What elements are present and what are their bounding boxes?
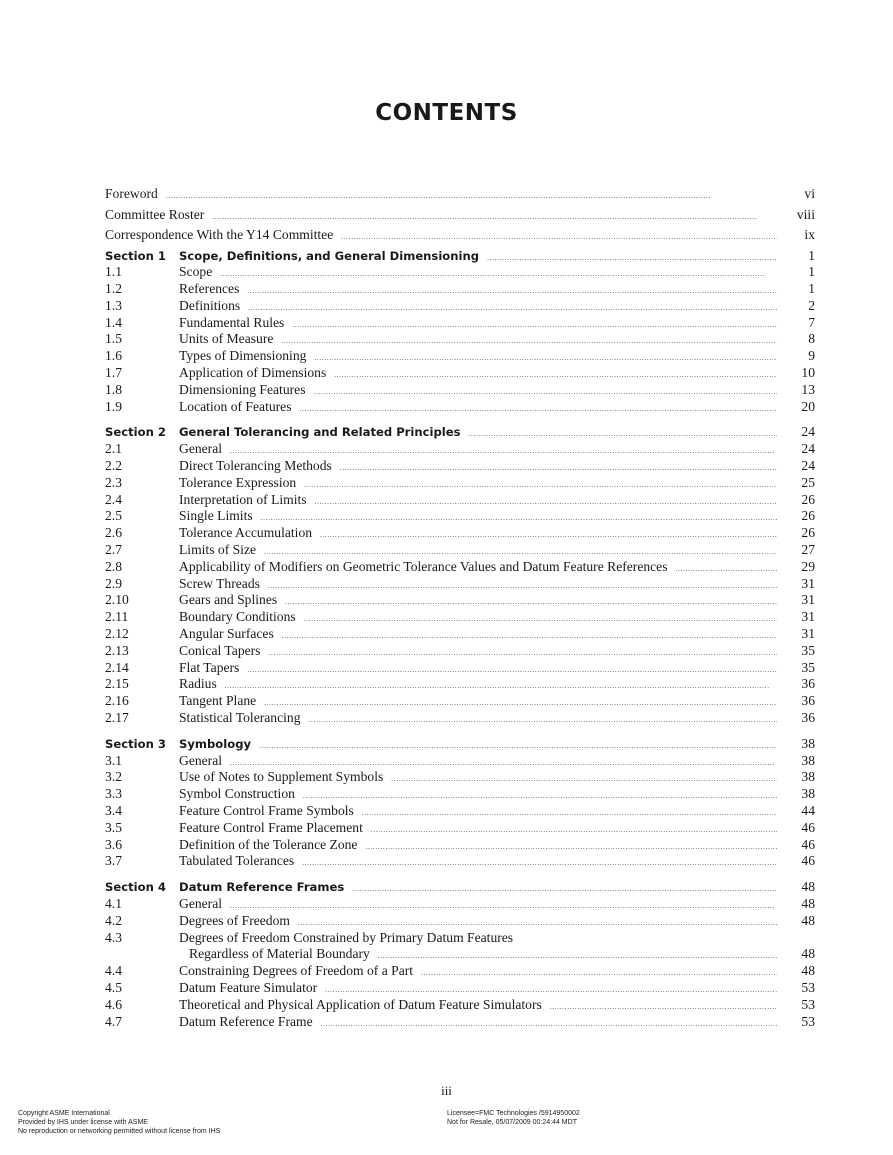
toc-entry-number: 3.3 — [105, 786, 122, 802]
toc-entry-title: Dimensioning Features . . . — [179, 382, 777, 401]
toc-entry — [105, 609, 815, 626]
toc-entry — [105, 441, 815, 458]
toc-page-number: 46 — [801, 819, 815, 835]
toc-entry-number: 2.7 — [105, 542, 122, 558]
toc-entry-number: 2.12 — [105, 626, 129, 642]
toc-page-number: 7 — [808, 314, 815, 330]
toc-entry-number: 3.6 — [105, 836, 122, 852]
toc-page-number: 20 — [801, 398, 815, 414]
toc-entry-title: Statistical Tolerancing . . . — [179, 710, 777, 729]
toc-section-number: Section 4 — [105, 880, 166, 895]
toc-entry-number: 2.9 — [105, 575, 122, 591]
toc-entry-number: 3.4 — [105, 803, 122, 818]
toc-page-number: 29 — [801, 558, 815, 574]
toc-page-number: 48 — [801, 895, 815, 911]
toc-entry — [105, 786, 815, 803]
toc-entry-title: References . . . — [179, 281, 777, 300]
toc-page-number: 38 — [801, 769, 815, 785]
toc-entry — [105, 348, 815, 365]
toc-entry-number: 4.1 — [105, 895, 122, 911]
toc-page-number: 36 — [801, 676, 815, 692]
toc-entry — [105, 508, 815, 525]
toc-entry-number: 2.13 — [105, 642, 129, 658]
toc-entry-title: Radius . . . — [179, 676, 777, 695]
toc-entry — [105, 896, 815, 913]
toc-page-number: 1 — [808, 281, 815, 297]
toc-entry — [105, 980, 815, 997]
toc-entry-title: Boundary Conditions . . . — [179, 609, 777, 628]
toc-entry — [105, 331, 815, 348]
toc-entry — [105, 626, 815, 643]
toc-entry-number: 2.17 — [105, 710, 129, 726]
toc-page-number: 48 — [801, 946, 815, 962]
toc-entry-title: Flat Tapers . . . — [179, 660, 777, 679]
toc-entry — [105, 820, 815, 837]
toc-entry — [105, 710, 815, 727]
toc-entry-number: 2.6 — [105, 525, 122, 541]
toc-page-number: 31 — [801, 626, 815, 642]
toc-entry-title: Datum Reference Frame . . . — [179, 1014, 777, 1033]
toc-entry — [105, 382, 815, 399]
toc-entry — [105, 365, 815, 382]
toc-entry — [105, 853, 815, 870]
toc-entry-number: 1.2 — [105, 281, 122, 297]
toc-front-entry — [105, 205, 815, 226]
toc-page-number: 1 — [808, 264, 815, 280]
toc-page-number: 48 — [801, 963, 815, 979]
toc-entry-title: Tolerance Accumulation . . . — [179, 525, 777, 544]
toc-entry — [105, 458, 815, 475]
toc-entry-number: 3.1 — [105, 752, 122, 768]
page-folio: iii — [441, 1083, 452, 1098]
footer-line: No reproduction or networking permitted without license from IHS — [18, 1128, 221, 1135]
toc-entry — [105, 803, 815, 820]
toc-page-number: 26 — [801, 508, 815, 524]
toc-page-number: 31 — [801, 592, 815, 608]
toc-page-number: 31 — [801, 575, 815, 591]
toc-page-number: ix — [804, 227, 815, 242]
toc-entry-title: Theoretical and Physical Application of Datum Feature Simulators . . . — [179, 997, 777, 1016]
toc-entry-title: Angular Surfaces . . . — [179, 626, 777, 645]
table-of-contents — [105, 184, 815, 1030]
toc-entry — [105, 576, 815, 593]
toc-page-number: 9 — [808, 348, 815, 364]
toc-entry-title: Conical Tapers . . . — [179, 643, 777, 662]
toc-entry — [105, 264, 815, 281]
toc-entry-number: 2.8 — [105, 558, 122, 574]
toc-page-number: 24 — [801, 441, 815, 457]
toc-entry-title: Constraining Degrees of Freedom of a Part . . . — [179, 963, 777, 982]
toc-page-number: 53 — [801, 1013, 815, 1029]
toc-entry — [105, 997, 815, 1014]
toc-section-number: Section 1 — [105, 248, 166, 263]
toc-entry-title: Types of Dimensioning . . . — [179, 348, 777, 367]
toc-entry-title: General . . . — [179, 441, 777, 460]
toc-entry-title: Limits of Size . . . — [179, 542, 777, 561]
toc-entry-number: 2.2 — [105, 458, 122, 474]
toc-entry-title: Degrees of Freedom Constrained by Primary Datum Features — [179, 929, 514, 945]
toc-page-number: 44 — [801, 803, 815, 818]
toc-page-number: 38 — [801, 735, 815, 751]
toc-entry — [105, 753, 815, 770]
toc-page-number: 25 — [801, 474, 815, 490]
toc-page-number: 24 — [801, 424, 815, 440]
toc-entry-title: Foreword . . . — [105, 184, 777, 207]
toc-entry-number: 2.4 — [105, 491, 122, 507]
toc-entry-number: 4.6 — [105, 996, 122, 1012]
toc-entry-number: 1.6 — [105, 348, 122, 364]
toc-page-number: 38 — [801, 786, 815, 802]
toc-entry-title: Use of Notes to Supplement Symbols . . . — [179, 769, 777, 788]
toc-entry — [105, 676, 815, 693]
toc-page-number: 35 — [801, 642, 815, 658]
toc-entry-title: Applicability of Modifiers on Geometric Tolerance Values and Datum Feature References . . . — [179, 559, 777, 578]
toc-entry-number: 1.3 — [105, 297, 122, 313]
toc-entry-title: Units of Measure . . . — [179, 331, 777, 350]
toc-entry — [105, 492, 815, 509]
toc-entry-number: 2.1 — [105, 441, 122, 457]
toc-entry-title: Tabulated Tolerances . . . — [179, 853, 777, 872]
toc-entry — [105, 913, 815, 930]
toc-page-number: 36 — [801, 710, 815, 726]
toc-entry-number: 2.15 — [105, 676, 129, 692]
toc-entry-title: Screw Threads . . . — [179, 576, 777, 595]
footer-line: Licensee=FMC Technologies /5914950002 — [447, 1110, 580, 1117]
toc-entry-title: Location of Features . . . — [179, 399, 777, 418]
toc-entry-number: 2.16 — [105, 693, 129, 709]
toc-page-number: 1 — [808, 247, 815, 263]
toc-entry-title: Gears and Splines . . . — [179, 592, 777, 611]
toc-entry-number: 1.9 — [105, 398, 122, 414]
toc-page-number: viii — [796, 206, 815, 222]
toc-section-number: Section 2 — [105, 425, 166, 440]
toc-entry-number: 4.3 — [105, 929, 122, 945]
toc-page-number: 26 — [801, 491, 815, 507]
toc-page-number: 27 — [801, 542, 815, 558]
toc-entry-number: 1.8 — [105, 381, 122, 397]
toc-section-heading — [105, 248, 815, 265]
toc-entry — [105, 542, 815, 559]
toc-page-number: 26 — [801, 525, 815, 541]
toc-front-entry — [105, 225, 815, 246]
toc-entry-title: General . . . — [179, 896, 777, 915]
toc-entry — [105, 1014, 815, 1031]
toc-entry — [105, 315, 815, 332]
toc-entry-title: Fundamental Rules . . . — [179, 315, 777, 334]
toc-page-number: 48 — [801, 879, 815, 895]
toc-entry — [105, 643, 815, 660]
toc-entry-number: 1.5 — [105, 331, 122, 347]
toc-entry-number: 3.7 — [105, 853, 122, 869]
toc-entry-title: Single Limits . . . — [179, 508, 777, 527]
toc-entry-number: 4.7 — [105, 1013, 122, 1029]
toc-entry-number: 2.11 — [105, 609, 129, 625]
toc-entry — [105, 475, 815, 492]
toc-entry-title: Datum Feature Simulator . . . — [179, 980, 777, 999]
toc-entry — [105, 525, 815, 542]
toc-page-number: 2 — [808, 297, 815, 313]
toc-entry — [105, 660, 815, 677]
toc-entry-number: 1.1 — [105, 264, 122, 280]
toc-entry-number: 1.4 — [105, 314, 122, 330]
toc-entry — [105, 837, 815, 854]
toc-entry-title: Tolerance Expression . . . — [179, 475, 777, 494]
toc-page-number: 53 — [801, 979, 815, 995]
toc-entry-title: Application of Dimensions . . . — [179, 365, 777, 384]
toc-section-heading — [105, 424, 815, 441]
toc-entry — [105, 963, 815, 980]
toc-entry-number: 2.14 — [105, 659, 129, 675]
toc-entry-number: 3.5 — [105, 819, 122, 835]
toc-entry-title: Symbol Construction . . . — [179, 786, 777, 805]
toc-entry-continuation — [105, 946, 815, 963]
toc-entry-title: Definitions . . . — [179, 298, 777, 317]
toc-entry-title: General . . . — [179, 753, 777, 772]
toc-section-title: Datum Reference Frames . . . — [179, 879, 777, 898]
toc-section-title: General Tolerancing and Related Principles . . . — [179, 424, 777, 443]
toc-page-number: 10 — [801, 365, 815, 381]
toc-page-number: 13 — [801, 381, 815, 397]
toc-entry — [105, 592, 815, 609]
toc-entry-title: Direct Tolerancing Methods . . . — [179, 458, 777, 477]
toc-entry-number: 4.4 — [105, 963, 122, 979]
toc-entry — [105, 930, 815, 947]
toc-entry-number: 2.5 — [105, 508, 122, 524]
toc-entry-title-continued: Regardless of Material Boundary . . . — [189, 946, 777, 965]
toc-entry — [105, 769, 815, 786]
toc-section-heading — [105, 879, 815, 896]
toc-page-number: 24 — [801, 458, 815, 474]
toc-page-number: vi — [804, 186, 815, 201]
footer-line: Provided by IHS under license with ASME — [18, 1119, 148, 1126]
toc-section-title: Scope, Definitions, and General Dimensioning . . . — [179, 248, 777, 267]
toc-entry-number: 4.2 — [105, 912, 122, 928]
toc-page-number: 48 — [801, 912, 815, 928]
toc-entry-title: Feature Control Frame Symbols . . . — [179, 803, 777, 822]
toc-page-number: 31 — [801, 609, 815, 625]
toc-entry — [105, 281, 815, 298]
toc-page-number: 46 — [801, 836, 815, 852]
footer-copyright — [18, 1109, 220, 1136]
toc-page-number: 35 — [801, 659, 815, 675]
toc-page-number: 36 — [801, 693, 815, 709]
footer-line: Copyright ASME International — [18, 1110, 110, 1117]
toc-page-number: 8 — [808, 331, 815, 347]
toc-entry — [105, 559, 815, 576]
toc-entry-title: Feature Control Frame Placement . . . — [179, 820, 777, 839]
toc-entry-number: 4.5 — [105, 979, 122, 995]
toc-entry-title: Interpretation of Limits . . . — [179, 492, 777, 511]
toc-entry — [105, 399, 815, 416]
toc-section-number: Section 3 — [105, 736, 166, 751]
toc-entry-title: Definition of the Tolerance Zone . . . — [179, 837, 777, 856]
footer-license — [447, 1109, 580, 1127]
toc-entry — [105, 693, 815, 710]
toc-entry-number: 3.2 — [105, 769, 122, 785]
toc-entry-number: 1.7 — [105, 365, 122, 381]
page-title: CONTENTS — [375, 100, 518, 126]
toc-entry-number: 2.3 — [105, 474, 122, 490]
toc-front-entry — [105, 184, 815, 205]
toc-section-title: Symbology . . . — [179, 736, 777, 755]
footer-line: Not for Resale, 05/07/2009 00:24:44 MDT — [447, 1119, 577, 1126]
toc-page-number: 46 — [801, 853, 815, 869]
toc-entry-title: Degrees of Freedom . . . — [179, 913, 777, 932]
toc-entry — [105, 298, 815, 315]
toc-section-heading — [105, 736, 815, 753]
toc-entry-number: 2.10 — [105, 592, 129, 608]
toc-entry-title: Correspondence With the Y14 Committee . . . — [105, 225, 777, 248]
toc-page-number: 38 — [801, 752, 815, 768]
toc-entry-title: Tangent Plane . . . — [179, 693, 777, 712]
toc-page-number: 53 — [801, 996, 815, 1012]
toc-entry-title: Scope . . . — [179, 264, 777, 283]
toc-entry-title: Committee Roster . . . — [105, 205, 777, 228]
